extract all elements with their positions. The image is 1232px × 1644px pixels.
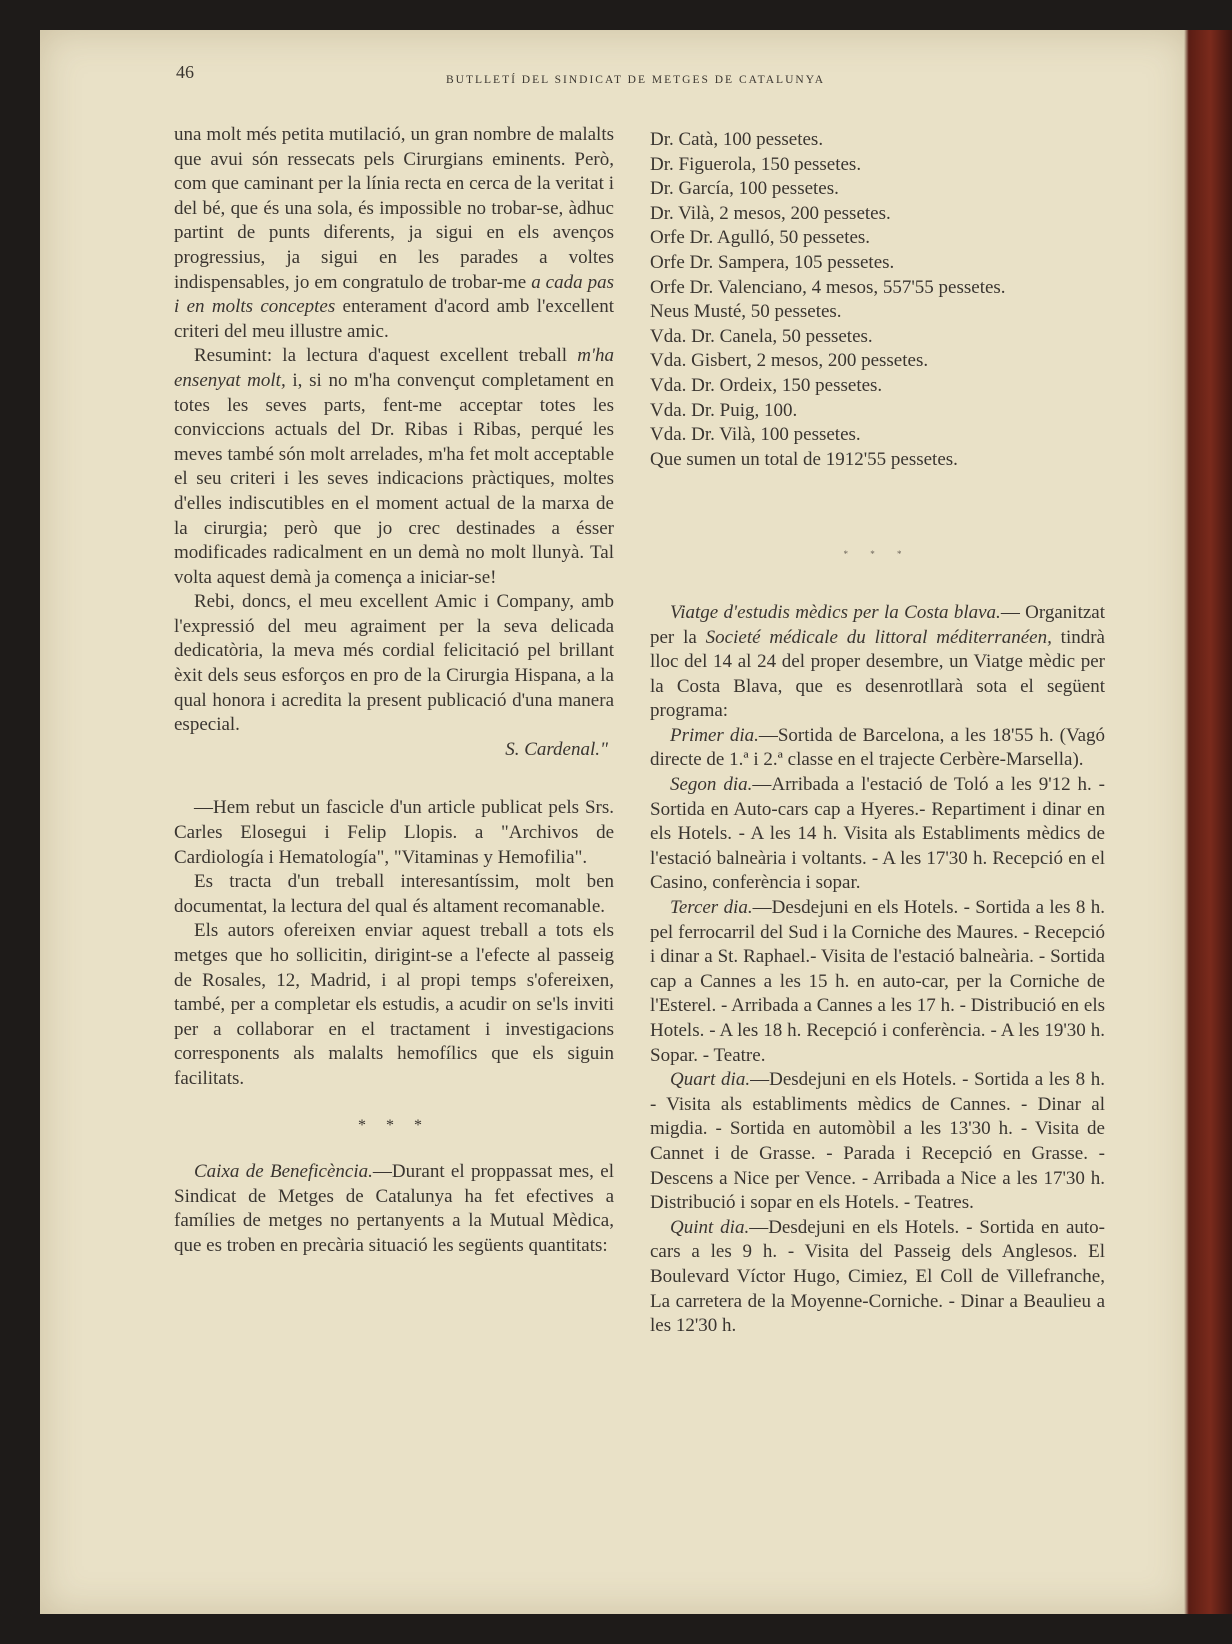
text: —Durant el proppassat mes, el Sindicat de Metges de Catalunya ha fet efectives a famílies de metges no pertanyents a la Mutual Mèdica, que es troben en precària situació les següents quantitats: <box>174 1161 614 1256</box>
paragraph: Es tracta d'un treball interesantíssim, molt ben documentat, la lectura del qual és altament recomanable. <box>174 871 614 917</box>
section-separator: * * * <box>358 1116 430 1134</box>
text: una molt més petita mutilació, un gran nombre de malalts que avui són ressecats pels Cirurgians eminents. Però, com que caminant per la línia recta en cerca de la veritat i del bé, que és una sola, és impossible no trobar-se, àdhuc partint de punts diferents, ja sigui en els avenços progressius, ja sigui en les parades a voltes indispensables, jo em congratulo de trobar-me <box>174 124 614 293</box>
list-item: Dr. Catà, 100 pessetes. <box>650 129 824 150</box>
text: —Sortida de Barcelona, a les 18'55 h. (Vagó directe de 1.ª i 2.ª classe en el trajecte Cerbère-Marsella). <box>650 724 1105 771</box>
paragraph: Rebi, doncs, el meu excellent Amic i Company, amb l'expressió del meu agraiment per la seva delicada dedicatòria, la meva més cordial felicitació pel brillant èxit dels seus esforços en pro de la Cirurgia Hispana, a la qual honora i acredita la present publicació d'una manera especial. <box>174 591 614 736</box>
text: —Arribada a l'estació de Toló a les 9'12 h. - Sortida en Auto-cars cap a Hyeres.- Repartiment i dinar en els Hotels. - A les 14 h. Visita als Establiments mèdics de l'estació balneària i voltants. - A les 17'30 h. Recepció en el Casino, conferència i sopar. <box>650 774 1105 894</box>
text: tindrà lloc del 14 al 24 del proper desembre, un Viatge mèdic per la Costa Blava, que es desenrotllarà sota el següent programa: <box>650 626 1105 722</box>
left-column <box>174 123 614 1259</box>
list-item: Dr. Figuerola, 150 pessetes. <box>650 153 862 175</box>
paragraph: Els autors ofereixen enviar aquest treball a tots els metges que ho sollicitin, dirigint-se a l'efecte al passeig de Rosales, 12, Madrid, i al propi temps s'ofereixen, també, per a completar els estudis, a acudir on se'ls inviti per a collaborar en el tractament i investigacions corresponents als malalts hemofílics que els siguin facilitats. <box>174 920 614 1089</box>
list-item: Vda. Dr. Vilà, 100 pessetes. <box>650 424 861 446</box>
running-head: BUTLLETÍ DEL SINDICAT DE METGES DE CATALUNYA <box>446 74 826 86</box>
list-item: Vda. Dr. Puig, 100. <box>650 399 798 421</box>
list-item: Orfe Dr. Agulló, 50 pessetes. <box>650 227 871 249</box>
total-line: Que sumen un total de 1912'55 pessetes. <box>650 448 958 470</box>
paragraph <box>650 1068 1105 1216</box>
list-item: Vda. Dr. Canela, 50 pessetes. <box>650 325 873 347</box>
right-column <box>650 128 1105 1339</box>
paragraph <box>650 601 1105 724</box>
page-number: 46 <box>176 62 194 82</box>
list-item: Vda. Dr. Ordeix, 150 pessetes. <box>650 374 883 396</box>
paragraph <box>650 1216 1105 1339</box>
list-item: Neus Musté, 50 pessetes. <box>650 301 842 323</box>
list-item: Orfe Dr. Valenciano, 4 mesos, 557'55 pessetes. <box>650 276 1006 298</box>
text: —Desdejuni en els Hotels. - Sortida en auto-cars a les 9 h. - Visita del Passeig dels Anglesos. El Boulevard Víctor Hugo, Cimiez, El Coll de Villefranche, La carretera de la Moyenne-Corniche. - Dinar a Beaulieu a les 12'30 h. <box>650 1216 1106 1337</box>
day-label: Quint dia. <box>670 1216 750 1238</box>
paragraph <box>650 724 1105 773</box>
section-separator: * * * <box>843 549 912 560</box>
list-item: Dr. García, 100 pessetes. <box>650 178 839 200</box>
list-item: Vda. Gisbert, 2 mesos, 200 pessetes. <box>650 350 929 372</box>
italic-text: a cada pas i en molts conceptes <box>174 271 614 318</box>
day-label: Tercer dia. <box>670 897 753 919</box>
italic-heading: Viatge d'estudis mèdics per la Costa blava. <box>670 601 1001 623</box>
list-item: Dr. Vilà, 2 mesos, 200 pessetes. <box>650 202 891 224</box>
text: Resumint: la lectura d'aquest excellent treball <box>194 345 578 367</box>
text: — Organitzat per la <box>650 601 1106 648</box>
paragraph <box>650 896 1105 1068</box>
day-label: Quart dia. <box>670 1069 751 1091</box>
text: —Desdejuni en els Hotels. - Sortida a les 8 h. pel ferrocarril del Sud i la Corniche des Maures. - Recepció i dinar a St. Raphael.- Visita de l'estació balneària. - Sortida cap a Cannes a les 15 h. en auto-car, per la Corniche de l'Esterel. - Arribada a Cannes a les 17 h. - Distribució en els Hotels. - A les 18 h. Recepció i conferència. - A les 19'30 h. Sopar. - Teatre. <box>650 897 1106 1066</box>
paragraph <box>650 773 1105 896</box>
text: enterament d'acord amb l'excellent criteri del meu illustre amic. <box>174 296 614 342</box>
italic-heading: Caixa de Beneficència. <box>194 1161 373 1183</box>
text: i, si no m'ha convençut completament en totes les seves parts, fent-me acceptar totes les conviccions actuals del Dr. Ribas i Ribas, perqué les meves també són molt arrelades, m'ha fet molt acceptable el seu criteri i les seves indicacions pràctiques, moltes d'elles indiscutibles en el moment actual de la marxa de la cirurgia; però que jo crec destinades a ésser modificades radicalment en un demà no molt llunyà. Tal volta aquest demà ja comença a iniciar-se! <box>174 369 614 588</box>
donation-list <box>650 128 1105 472</box>
list-item: Orfe Dr. Sampera, 105 pessetes. <box>650 251 895 273</box>
book-binding <box>1184 30 1232 1614</box>
day-label: Segon dia. <box>670 774 753 796</box>
paragraph <box>174 344 614 590</box>
paragraph <box>174 1160 614 1258</box>
text: —Desdejuni en els Hotels. - Sortida a les 8 h. - Visita als establiments mèdics de Cannes. - Dinar al migdia. - Sortida en automòbil a les 13'30 h. - Visita de Cannet i de Grasse. - Parada i Recepció en Grasse. - Descens a Nice per Vence. - Arribada a Nice a les 17'30 h. Distribució i sopar en els Hotels. - Teatres. <box>650 1069 1105 1214</box>
day-label: Primer dia. <box>670 724 759 746</box>
signature: S. Cardenal." <box>505 738 608 760</box>
paragraph <box>174 123 614 344</box>
italic-text: m'ha ensenyat molt, <box>174 345 614 391</box>
paragraph: —Hem rebut un fascicle d'un article publicat pels Srs. Carles Elosegui i Felip Llopis. a "Archivos de Cardiología i Hematología", "Vitaminas y Hemofilia". <box>174 797 614 868</box>
italic-text: Societé médicale du littoral méditerranéen, <box>705 626 1052 648</box>
